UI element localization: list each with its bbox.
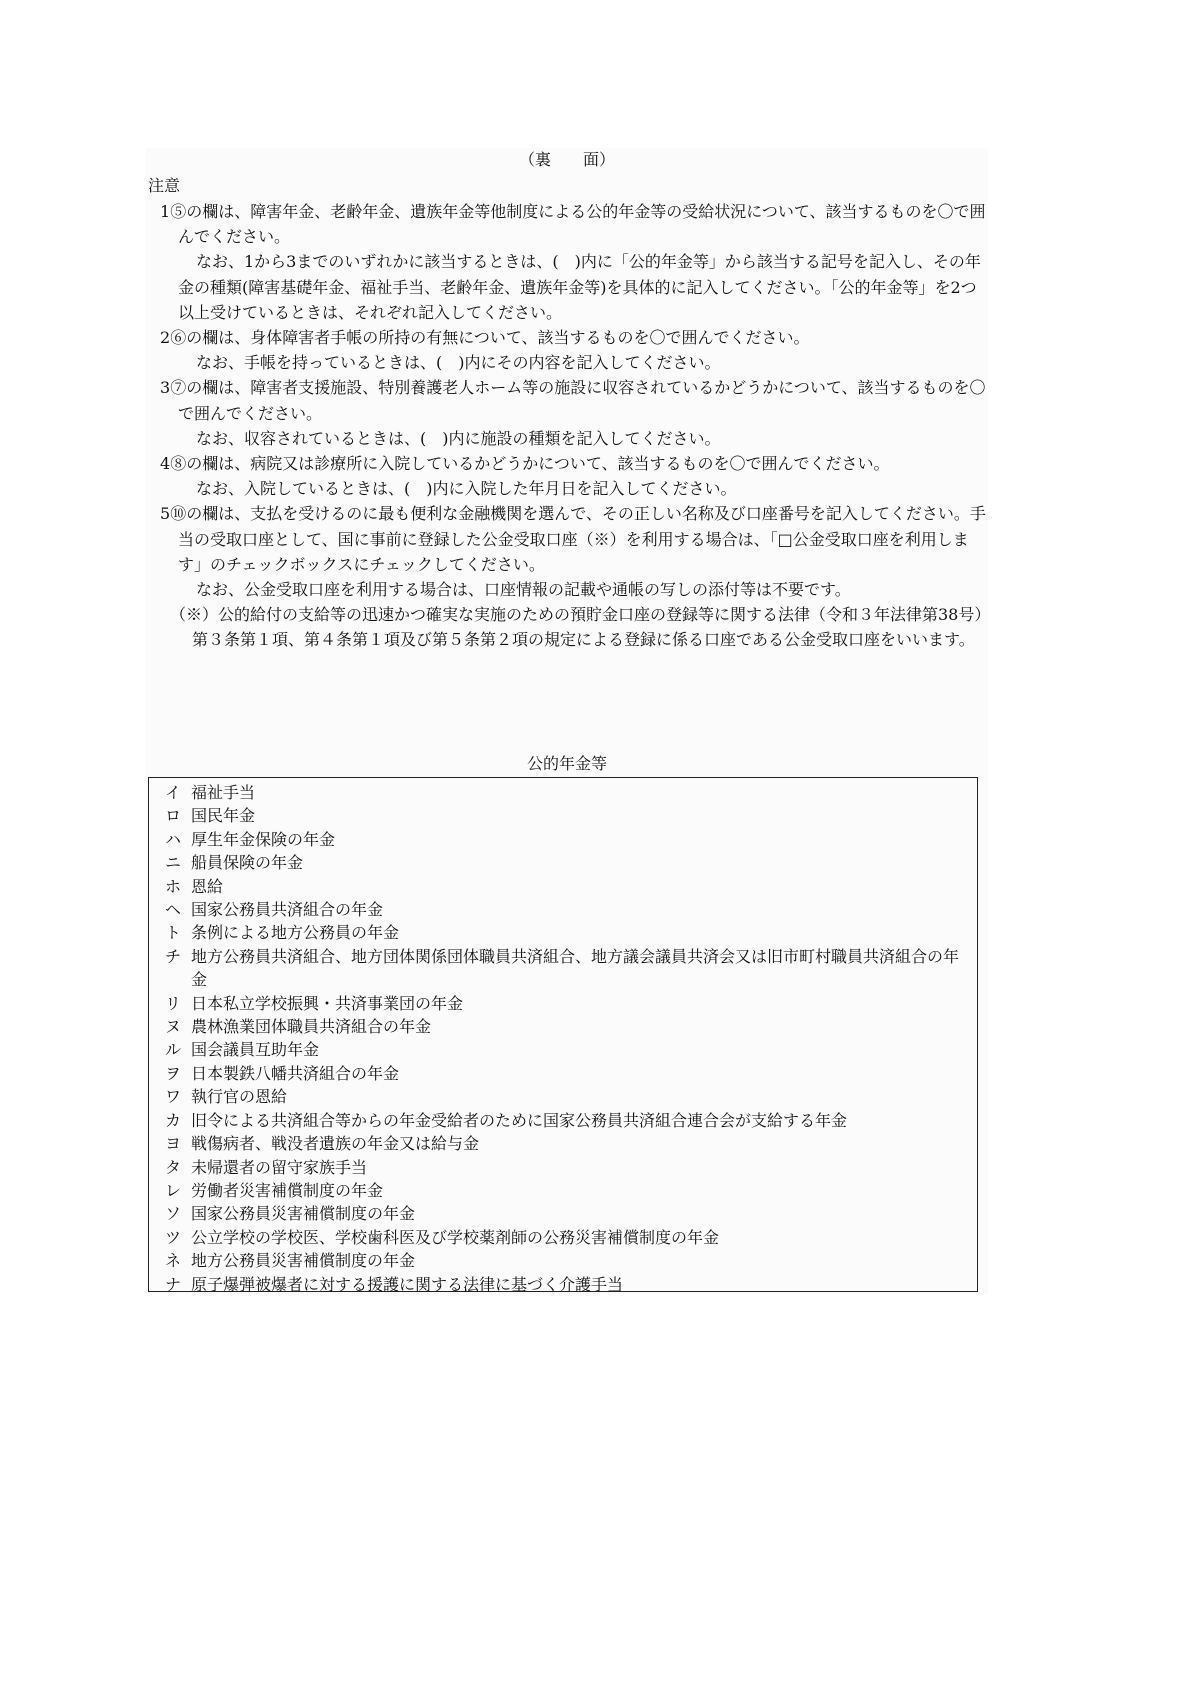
pension-name: 労働者災害補償制度の年金 <box>191 1180 384 1200</box>
note-number: 5 <box>160 504 171 524</box>
notes-section <box>148 199 988 653</box>
pension-mark: ヌ <box>165 1017 182 1037</box>
pension-item <box>157 1062 969 1085</box>
note-main-text: ⑦の欄は、障害者支援施設、特別養護老人ホーム等の施設に収容されているかどうかについて、該当するものを〇で囲んでください。 <box>170 378 986 423</box>
pension-name: 地方公務員共済組合、地方団体関係団体職員共済組合、地方議会議員共済会又は旧市町村職員共済組合の年金 <box>191 946 960 990</box>
note-3 <box>148 375 988 451</box>
pension-name: 公立学校の学校医、学校歯科医及び学校薬剤師の公務災害補償制度の年金 <box>191 1227 720 1247</box>
pension-name: 日本私立学校振興・共済事業団の年金 <box>191 993 464 1013</box>
pension-mark: ル <box>165 1040 182 1060</box>
pension-name: 船員保険の年金 <box>191 853 304 873</box>
pension-name: 未帰還者の留守家族手当 <box>191 1157 368 1177</box>
note-2 <box>148 325 988 375</box>
pension-item <box>157 804 969 827</box>
pension-name: 日本製鉄八幡共済組合の年金 <box>191 1063 400 1083</box>
pension-mark: タ <box>165 1157 182 1177</box>
pension-name: 恩給 <box>191 876 224 896</box>
note-sub-text: なお、1から3までのいずれかに該当するときは、( )内に「公的年金等」から該当する記号を記入し、その年金の種類(障害基礎年金、福祉手当、老齢年金、遺族年金等)を具体的に記入してください。「公的年金等」を2つ以上受けているときは、それぞれ記入してください。 <box>178 252 981 322</box>
pension-mark: ヨ <box>165 1134 182 1154</box>
pension-mark: カ <box>165 1110 182 1130</box>
pension-item <box>157 1109 969 1132</box>
pension-item <box>157 1015 969 1038</box>
pension-mark: イ <box>165 783 182 802</box>
notice-label: 注意 <box>148 176 181 195</box>
pension-item <box>157 781 969 804</box>
pension-item <box>157 921 969 944</box>
pension-mark: ナ <box>165 1274 182 1294</box>
pension-list-box <box>148 777 978 1292</box>
note-sub-text: なお、収容されているときは、( )内に施設の種類を記入してください。 <box>196 428 721 448</box>
pension-item <box>157 1202 969 1225</box>
pension-item <box>157 1038 969 1061</box>
pension-item <box>157 1132 969 1155</box>
pension-item <box>157 1273 969 1296</box>
pension-item <box>157 1249 969 1272</box>
pension-name: 戦傷病者、戦没者遺族の年金又は給与金 <box>191 1134 480 1154</box>
note-5 <box>148 501 988 602</box>
pension-item <box>157 898 969 921</box>
note-1 <box>148 199 988 325</box>
pension-item <box>157 1085 969 1108</box>
pension-name: 旧令による共済組合等からの年金受給者のために国家公務員共済組合連合会が支給する年金 <box>191 1110 848 1130</box>
pension-table-title: 公的年金等 <box>526 754 607 773</box>
pension-name: 国民年金 <box>191 806 256 826</box>
pension-name: 国家公務員共済組合の年金 <box>191 900 384 920</box>
note-number: 2 <box>160 328 171 348</box>
pension-mark: ニ <box>165 853 182 873</box>
pension-mark: ヘ <box>165 900 182 920</box>
pension-name: 農林漁業団体職員共済組合の年金 <box>191 1017 432 1037</box>
note-sub-text: なお、手帳を持っているときは、( )内にその内容を記入してください。 <box>196 353 721 373</box>
pension-item <box>157 875 969 898</box>
pension-item <box>157 1226 969 1249</box>
pension-mark: ホ <box>165 876 182 896</box>
page-heading: （裏 面） <box>518 150 615 169</box>
pension-mark: ツ <box>165 1227 182 1247</box>
pension-item <box>157 992 969 1015</box>
note-main-text: ⑥の欄は、身体障害者手帳の所持の有無について、該当するものを〇で囲んでください。 <box>170 328 810 348</box>
pension-name: 国家公務員災害補償制度の年金 <box>191 1204 416 1224</box>
pension-name: 国会議員互助年金 <box>191 1040 320 1060</box>
pension-name: 福祉手当 <box>191 783 256 802</box>
pension-item <box>157 1156 969 1179</box>
pension-mark: ロ <box>165 806 182 826</box>
pension-item <box>157 851 969 874</box>
pension-name: 条例による地方公務員の年金 <box>191 923 400 943</box>
pension-mark: ワ <box>165 1087 182 1107</box>
note-main-text: ⑤の欄は、障害年金、老齢年金、遺族年金等他制度による公的年金等の受給状況について、該当するものを〇で囲んでください。 <box>170 202 986 247</box>
note-number: 3 <box>160 378 171 398</box>
pension-item <box>157 945 969 992</box>
note-main-text: ⑧の欄は、病院又は診療所に入院しているかどうかについて、該当するものを〇で囲んでください。 <box>170 454 890 474</box>
pension-name: 地方公務員災害補償制度の年金 <box>191 1251 416 1271</box>
pension-name: 厚生年金保険の年金 <box>191 829 336 849</box>
note-4 <box>148 451 988 501</box>
pension-mark: レ <box>165 1180 182 1200</box>
pension-item <box>157 828 969 851</box>
pension-mark: ネ <box>165 1251 182 1271</box>
pension-list <box>157 781 969 1296</box>
note-sub-text: なお、入院しているときは、( )内に入院した年月日を記入してください。 <box>196 479 737 499</box>
note-main-text: ⑩の欄は、支払を受けるのに最も便利な金融機関を選んで、その正しい名称及び口座番号を記入してください。手当の受取口座として、国に事前に登録した公金受取口座（※）を利用する場合は、「□公金受取口座を利用します」のチェックボックスにチェックしてください。 <box>170 504 986 574</box>
note-number: 4 <box>160 454 171 474</box>
note-number: 1 <box>160 202 171 221</box>
pension-name: 原子爆弾被爆者に対する援護に関する法律に基づく介護手当 <box>191 1274 624 1294</box>
note-sub-text: なお、公金受取口座を利用する場合は、口座情報の記載や通帳の写しの添付等は不要です。 <box>196 580 851 600</box>
pension-mark: リ <box>165 993 182 1013</box>
pension-item <box>157 1179 969 1202</box>
pension-mark: チ <box>165 946 182 966</box>
pension-name: 執行官の恩給 <box>191 1087 288 1107</box>
pension-mark: ハ <box>165 829 182 849</box>
footnote-account-law: （※）公的給付の支給等の迅速かつ確実な実施のための預貯金口座の登録等に関する法律（令和３年法律第38号）第３条第１項、第４条第１項及び第５条第２項の規定による登録に係る口座である公金受取口座をいいます。 <box>170 605 983 650</box>
pension-mark: ソ <box>165 1204 182 1224</box>
pension-mark: ヲ <box>165 1063 182 1083</box>
pension-mark: ト <box>165 923 182 943</box>
